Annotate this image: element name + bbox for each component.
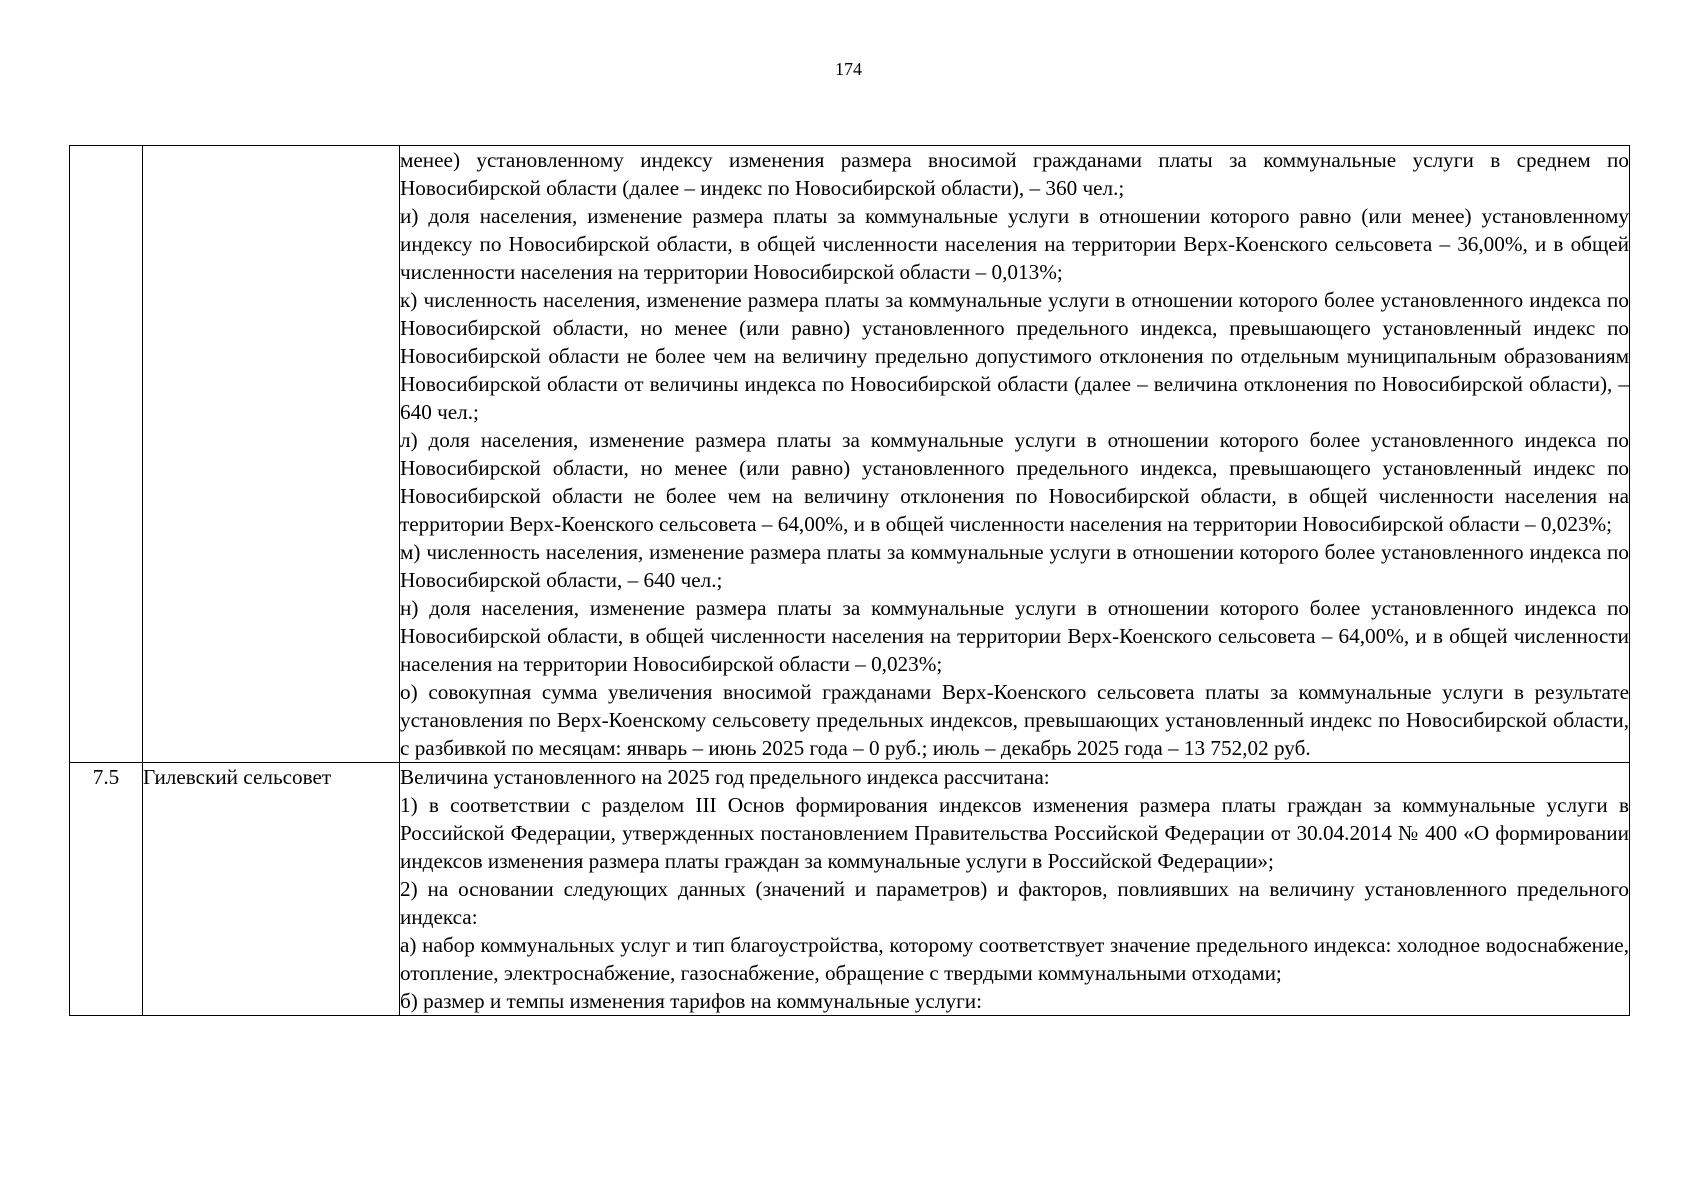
municipality-name	[143, 146, 400, 763]
paragraph: и) доля населения, изменение размера платы за коммунальные услуги в отношении которого равно (или менее) установленному индексу по Новосибирской области, в общей численности населения на территории Верх-Коенского сельсовета – 36,00%, и в общей численности населения на территории Новосибирской области – 0,013%;	[400, 204, 1629, 284]
table-row	[70, 146, 1630, 763]
row-text	[400, 763, 1630, 1016]
paragraph: м) численность населения, изменение размера платы за коммунальные услуги в отношении которого более установленного индекса по Новосибирской области, – 640 чел.;	[400, 540, 1629, 592]
paragraph: л) доля населения, изменение размера платы за коммунальные услуги в отношении которого более установленного индекса по Новосибирской области, но менее (или равно) установленного предельного индекса, превышающего установленный индекс по Новосибирской области не более чем на величину отклонения по Новосибирской области, в общей численности населения на территории Верх-Коенского сельсовета – 64,00%, и в общей численности населения на территории Новосибирской области – 0,023%;	[400, 428, 1629, 536]
row-number: 7.5	[70, 763, 143, 1016]
paragraph: менее) установленному индексу изменения размера вносимой гражданами платы за коммунальные услуги в среднем по Новосибирской области (далее – индекс по Новосибирской области), – 360 чел.;	[400, 148, 1629, 200]
paragraph: о) совокупная сумма увеличения вносимой гражданами Верх-Коенского сельсовета платы за коммунальные услуги в результате установления по Верх-Коенскому сельсовету предельных индексов, превышающих установленный индекс по Новосибирской области, с разбивкой по месяцам: январь – июнь 2025 года – 0 руб.; июль – декабрь 2025 года – 13 752,02 руб.	[400, 680, 1629, 760]
municipality-name: Гилевский сельсовет	[143, 763, 400, 1016]
paragraph: 1) в соответствии с разделом III Основ формирования индексов изменения размера платы граждан за коммунальные услуги в Российской Федерации, утвержденных постановлением Правительства Российской Федерации от 30.04.2014 № 400 «О формировании индексов изменения размера платы граждан за коммунальные услуги в Российской Федерации»;	[400, 793, 1629, 873]
paragraph: 2) на основании следующих данных (значений и параметров) и факторов, повлиявших на величину установленного предельного индекса:	[400, 877, 1629, 929]
paragraph: а) набор коммунальных услуг и тип благоустройства, которому соответствует значение предельного индекса: холодное водоснабжение, отопление, электроснабжение, газоснабжение, обращение с твердыми коммунальными отходами;	[400, 933, 1629, 985]
page-number: 174	[835, 59, 862, 79]
row-number	[70, 146, 143, 763]
table-row	[70, 763, 1630, 1016]
paragraph: Величина установленного на 2025 год предельного индекса рассчитана:	[400, 765, 1050, 789]
paragraph: к) численность населения, изменение размера платы за коммунальные услуги в отношении которого более установленного индекса по Новосибирской области, но менее (или равно) установленного предельного индекса, превышающего установленный индекс по Новосибирской области не более чем на величину предельно допустимого отклонения по отдельным муниципальным образованиям Новосибирской области от величины индекса по Новосибирской области (далее – величина отклонения по Новосибирской области), – 640 чел.;	[400, 288, 1629, 424]
row-text	[400, 146, 1630, 763]
paragraph: н) доля населения, изменение размера платы за коммунальные услуги в отношении которого более установленного индекса по Новосибирской области, в общей численности населения на территории Верх-Коенского сельсовета – 64,00%, и в общей численности населения на территории Новосибирской области – 0,023%;	[400, 596, 1629, 676]
content-table	[69, 145, 1630, 1016]
paragraph: б) размер и темпы изменения тарифов на коммунальные услуги:	[400, 989, 983, 1013]
